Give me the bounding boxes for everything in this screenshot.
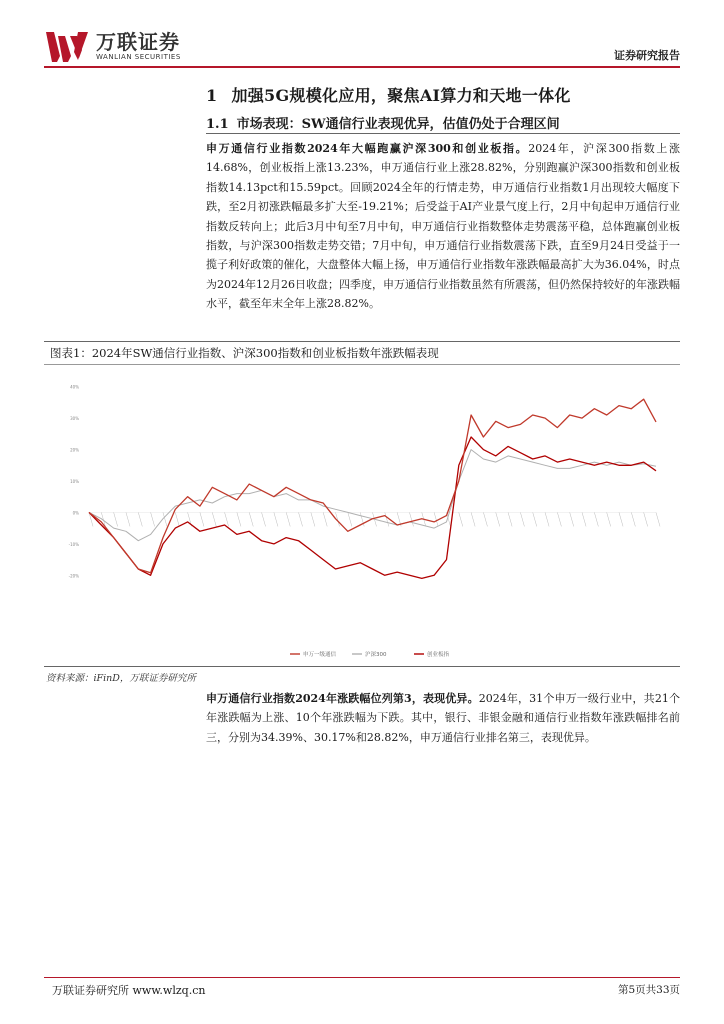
paragraph-lead: 申万通信行业指数2024年大幅跑赢沪深300和创业板指。	[206, 142, 529, 155]
x-tick-mark	[348, 512, 352, 526]
x-tick-mark	[483, 512, 487, 526]
footer-website: 万联证券研究所 www.wlzq.cn	[52, 984, 206, 997]
x-tick-mark	[471, 512, 475, 526]
x-tick-mark	[619, 512, 623, 526]
x-tick-mark	[175, 512, 179, 526]
header-divider	[44, 66, 680, 68]
x-tick-mark	[262, 512, 266, 526]
x-tick-mark	[533, 512, 537, 526]
x-tick-mark	[274, 512, 278, 526]
x-tick-mark	[582, 512, 586, 526]
document-type-label: 证券研究报告	[614, 49, 680, 62]
legend-label: 创业板指	[427, 652, 450, 658]
x-tick-mark	[237, 512, 241, 526]
legend-label: 沪深300	[365, 652, 387, 658]
footer-divider	[44, 977, 680, 978]
x-tick-mark	[311, 512, 315, 526]
x-tick-mark	[200, 512, 204, 526]
source-divider	[44, 666, 680, 667]
x-tick-mark	[299, 512, 303, 526]
x-tick-mark	[545, 512, 549, 526]
subsection-number: 1.1	[206, 117, 229, 132]
x-tick-mark	[656, 512, 660, 526]
figure-title-bar	[44, 341, 680, 365]
x-tick-mark	[409, 512, 413, 526]
y-tick-label: 20%	[70, 447, 79, 453]
x-tick-mark	[385, 512, 389, 526]
body-paragraph	[206, 139, 680, 314]
x-tick-mark	[557, 512, 561, 526]
company-logo	[44, 30, 181, 64]
page-number: 第5页共33页	[617, 984, 680, 996]
figure-source: 资料来源：iFinD，万联证券研究所	[46, 673, 196, 684]
y-tick-label: 0%	[72, 510, 79, 516]
x-tick-mark	[644, 512, 648, 526]
subsection-divider	[206, 133, 680, 134]
y-tick-label: -20%	[68, 573, 79, 579]
x-tick-mark	[138, 512, 142, 526]
x-tick-mark	[459, 512, 463, 526]
x-tick-mark	[508, 512, 512, 526]
x-tick-mark	[323, 512, 327, 526]
x-tick-mark	[249, 512, 253, 526]
series-line-hs300	[89, 450, 656, 541]
chart-container	[44, 363, 680, 666]
series-line-sw_telecom	[89, 399, 656, 573]
figure-title: 图表1：2024年SW通信行业指数、沪深300指数和创业板指数年涨跌幅表现	[50, 346, 439, 360]
x-tick-mark	[594, 512, 598, 526]
line-chart	[44, 363, 680, 666]
x-tick-mark	[520, 512, 524, 526]
x-tick-mark	[496, 512, 500, 526]
legend-label: 申万一级通信	[303, 652, 337, 658]
page-header	[44, 30, 680, 66]
y-tick-label: -10%	[68, 541, 79, 547]
x-tick-mark	[163, 512, 167, 526]
y-tick-label: 40%	[70, 384, 79, 390]
x-tick-mark	[286, 512, 290, 526]
paragraph-body: 2024年，沪深300指数上涨14.68%，创业板指上涨13.23%，申万通信行业上涨28.82%，分别跑赢沪深300指数和创业板指数14.13pct和15.59pct。回顾2024全年的行情走势，申万通信行业指数1月出现较大幅度下跌，至2月初涨跌幅最多扩大至-19.21%；后受益于AI产业景气度上行，2月中旬起申万通信行业指数反转向上；此后3月中旬至7月中旬，申万通信行业指数整体走势震荡平稳，总体跑赢创业板指数，与沪深300指数走势交错；7月中旬，申万通信行业指数震荡下跌，直至9月24日受益于一揽子利好政策的催化，大盘整体大幅上扬，申万通信行业指数年涨跌幅最高扩大为36.04%，时点为2024年12月26日收盘；四季度，申万通信行业指数虽然有所震荡，但仍然保持较好的年涨跌幅水平，截至年末全年上涨28.82%。	[206, 142, 680, 311]
x-tick-mark	[570, 512, 574, 526]
y-tick-label: 10%	[70, 479, 79, 484]
x-tick-mark	[631, 512, 635, 526]
section-number: 1	[206, 86, 218, 105]
y-tick-label: 30%	[70, 416, 79, 422]
section-title: 加强5G规模化应用，聚焦AI算力和天地一体化	[231, 86, 571, 105]
body-paragraph	[206, 689, 680, 747]
paragraph-body: 2024年，31个申万一级行业中，共21个年涨跌幅为上涨、10个年涨跌幅为下跌。其中，银行、非银金融和通信行业指数年涨跌幅排名前三，分别为34.39%、30.17%和28.82%，申万通信行业排名第三，表现优异。	[206, 692, 680, 744]
logo-english-name: WANLIAN SECURITIES	[96, 53, 181, 61]
paragraph-lead: 申万通信行业指数2024年涨跌幅位列第3，表现优异。	[206, 692, 479, 705]
x-tick-mark	[151, 512, 155, 526]
x-tick-mark	[607, 512, 611, 526]
x-tick-mark	[126, 512, 130, 526]
logo-chinese-name: 万联证券	[96, 30, 180, 54]
x-tick-mark	[212, 512, 216, 526]
x-tick-mark	[225, 512, 229, 526]
wanlian-logo-icon	[44, 30, 94, 64]
subsection-heading	[206, 113, 560, 132]
x-tick-mark	[114, 512, 118, 526]
subsection-title: 市场表现：SW通信行业表现优异，估值仍处于合理区间	[236, 117, 560, 132]
section-heading	[206, 83, 571, 106]
